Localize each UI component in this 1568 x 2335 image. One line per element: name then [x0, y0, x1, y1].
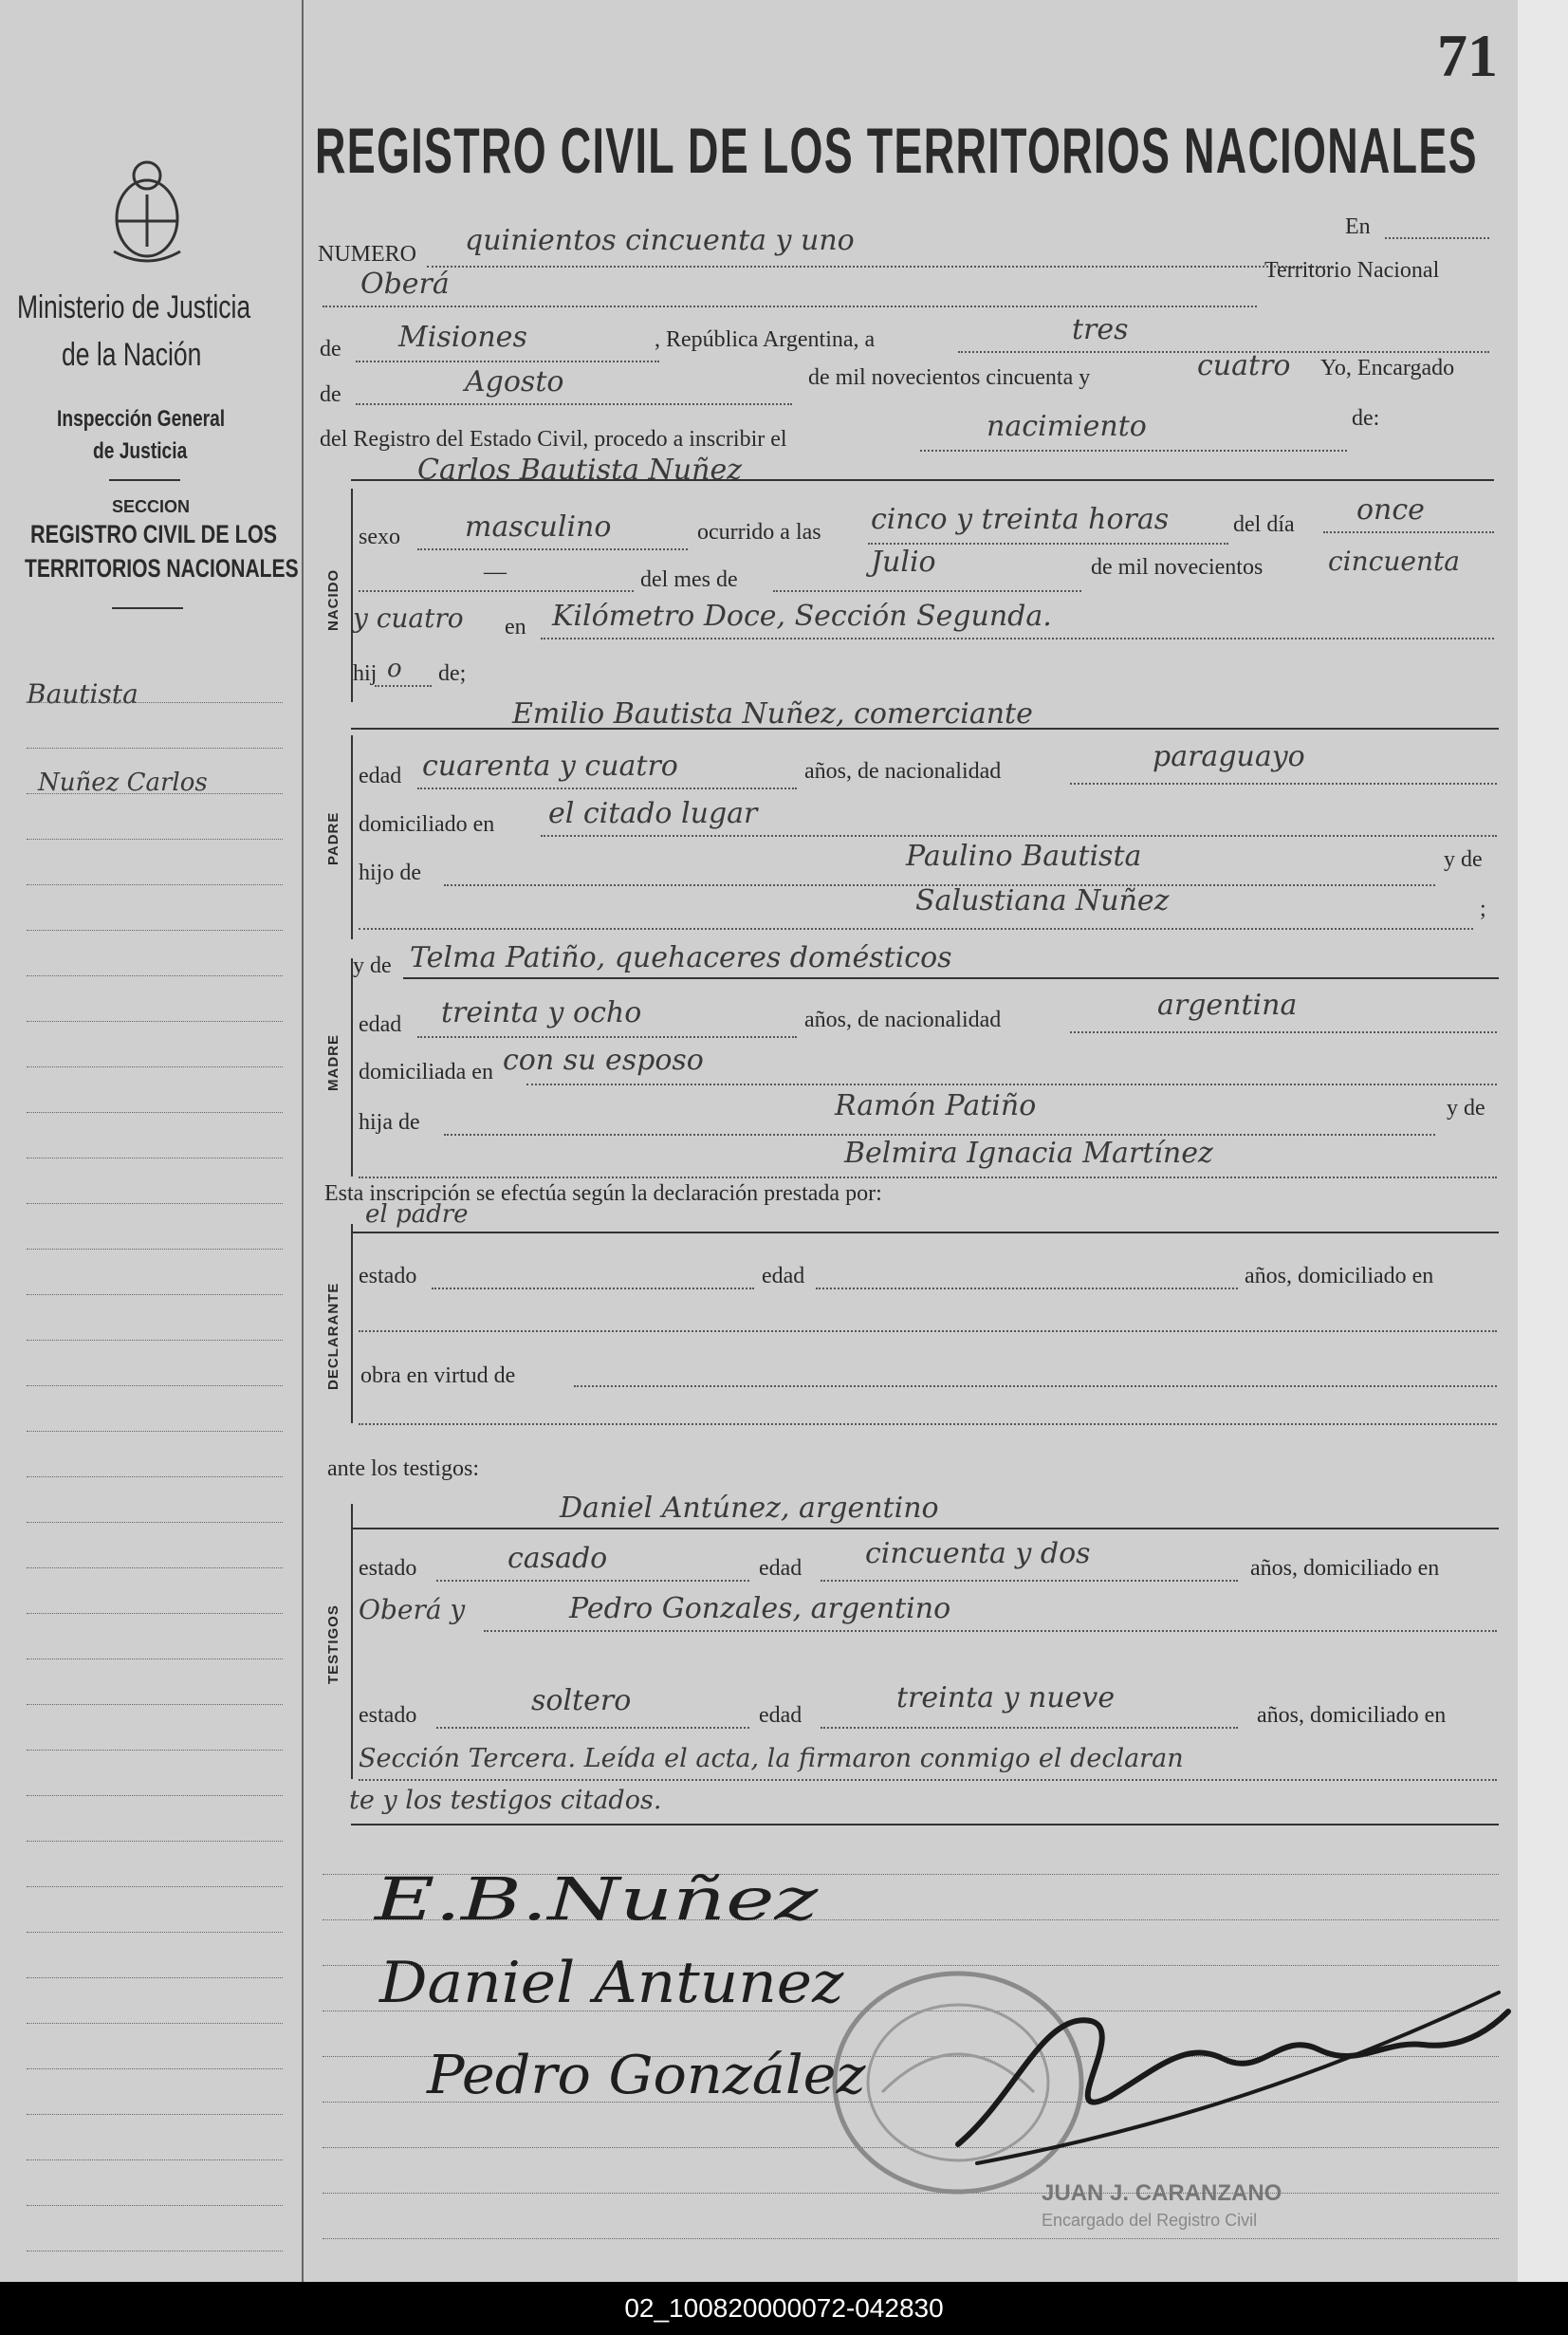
- margin-rule: [27, 839, 283, 840]
- testigos-side-label: TESTIGOS: [325, 1604, 341, 1684]
- madre-nacionalidad: argentina: [1157, 989, 1298, 1022]
- testigo2-estado: soltero: [531, 1684, 632, 1717]
- declarante-obra-dots-2: [359, 1423, 1497, 1425]
- madre-name: Telma Patiño, quehaceres domésticos: [410, 941, 952, 974]
- padre-bracket: [351, 735, 353, 939]
- margin-rule: [27, 1294, 283, 1295]
- testigo2-edad: treinta y nueve: [896, 1681, 1116, 1714]
- margin-rule: [27, 975, 283, 976]
- madre-edad-label: edad: [359, 1012, 402, 1037]
- mil-label: de mil novecientos cincuenta y: [808, 365, 1091, 390]
- page-number: 71: [1437, 22, 1498, 89]
- madre-side-label: MADRE: [325, 1034, 341, 1091]
- padre-hijo-label: hijo de: [359, 861, 421, 885]
- registrar-signature-icon: [939, 1955, 1518, 2173]
- padre-domicilio-dots: [541, 835, 1497, 837]
- dash-dots: [359, 590, 634, 592]
- padre-nacionalidad: paraguayo: [1153, 740, 1305, 773]
- testigo1-dom-dots: [484, 1630, 1497, 1632]
- territorio-dots: [356, 361, 659, 362]
- margin-rule: [27, 2159, 283, 2160]
- mil-nac-label: de mil novecientos: [1091, 555, 1264, 580]
- testigos-intro: ante los testigos:: [327, 1456, 479, 1481]
- acto-dots: [920, 450, 1347, 452]
- margin-rule: [27, 1704, 283, 1705]
- testigo2-estado-dots: [436, 1727, 749, 1729]
- madre-edad-dots: [417, 1036, 797, 1038]
- testigo2-dom-dots: [359, 1779, 1497, 1781]
- padre-name: Emilio Bautista Nuñez, comerciante: [512, 697, 1033, 731]
- testigo1-estado: casado: [507, 1542, 608, 1575]
- ocurrido-label: ocurrido a las: [697, 520, 821, 545]
- signature-rule: [323, 2238, 1499, 2239]
- declarante-dom-dots-1: [359, 1330, 1497, 1332]
- yo-label: Yo, Encargado: [1320, 356, 1455, 380]
- testigo2-estado-label: estado: [359, 1703, 417, 1728]
- lugar-value: Oberá: [360, 268, 450, 301]
- left-divider-2: [112, 607, 183, 609]
- registro-label: del Registro del Estado Civil, procedo a inscribir el: [320, 427, 787, 452]
- margin-rule: [27, 748, 283, 749]
- padre-edad-label: edad: [359, 764, 402, 788]
- padre-edad-dots: [417, 788, 797, 789]
- margin-rule: [27, 1249, 283, 1250]
- padre-domicilio-label: domiciliado en: [359, 812, 495, 837]
- declarante-bracket: [351, 1224, 353, 1423]
- hij-dots: [375, 685, 432, 687]
- inspection-line-2: de Justicia: [93, 438, 188, 464]
- stamp-name: JUAN J. CARANZANO: [1042, 2180, 1282, 2206]
- padre-y-de: y de: [1444, 847, 1483, 872]
- left-divider-1: [109, 479, 180, 481]
- testigo1-edad-label: edad: [759, 1556, 802, 1581]
- margin-rule: [27, 930, 283, 931]
- margin-rule: [27, 1203, 283, 1204]
- testigo1-domicilio: Oberá y: [359, 1594, 466, 1625]
- left-column-border: [302, 0, 304, 2282]
- document-title: REGISTRO CIVIL DE LOS TERRITORIOS NACIONALES: [315, 115, 1478, 187]
- acto-value: nacimiento: [987, 410, 1147, 443]
- left-column: [0, 0, 299, 2282]
- declarante-edad-dots: [816, 1288, 1238, 1289]
- nacido-side-label: NACIDO: [325, 568, 341, 631]
- margin-rule: [27, 2251, 283, 2252]
- madre-hija-label: hija de: [359, 1110, 420, 1135]
- margin-name: Nuñez Carlos: [38, 769, 208, 797]
- ministry-line-1: Ministerio de Justicia: [17, 289, 251, 325]
- lugar-nac-dots: [541, 638, 1494, 639]
- hij-label: hij: [353, 661, 378, 686]
- margin-rule: [27, 884, 283, 885]
- testigo1-anios-label: años, domiciliado en: [1250, 1556, 1440, 1581]
- margin-rule: [27, 2068, 283, 2069]
- testigo1-estado-dots: [436, 1580, 749, 1582]
- madre-bracket: [351, 958, 353, 1177]
- margin-rule: [27, 1476, 283, 1477]
- padre-semicolon: ;: [1480, 897, 1486, 921]
- ministry-line-2: de la Nación: [62, 337, 202, 373]
- hij-suffix: o: [387, 655, 402, 683]
- republica-label: , República Argentina, a: [655, 327, 876, 352]
- mes-value: Agosto: [465, 365, 564, 398]
- padre-domicilio-value: el citado lugar: [548, 797, 758, 830]
- dash-mark: —: [484, 560, 507, 584]
- madre-hija-dots: [444, 1134, 1435, 1136]
- declarante-name-line: [351, 1232, 1499, 1233]
- de-label-1: de: [320, 337, 341, 361]
- section-label: SECCION: [112, 497, 191, 516]
- nacido-name: Carlos Bautista Nuñez: [417, 454, 742, 487]
- margin-rule: [27, 1112, 283, 1113]
- margin-rule: [27, 2114, 283, 2115]
- en-nac-label: en: [505, 615, 526, 639]
- anio-value: cuatro: [1197, 349, 1291, 382]
- padre-madre-value: Salustiana Nuñez: [915, 884, 1170, 917]
- testigo1-name: Daniel Antúnez, argentino: [560, 1492, 939, 1525]
- margin-rule: [27, 1841, 283, 1842]
- dia-value: tres: [1072, 313, 1129, 346]
- testigo1-edad-dots: [821, 1580, 1238, 1582]
- madre-padre-value: Ramón Patiño: [835, 1089, 1037, 1122]
- padre-madre-dots: [359, 928, 1473, 930]
- testigo2-edad-dots: [821, 1727, 1238, 1729]
- padre-padre-value: Paulino Bautista: [906, 840, 1142, 873]
- stamp-role: Encargado del Registro Civil: [1042, 2211, 1258, 2230]
- margin-rule: [27, 1385, 283, 1386]
- testigo1-estado-label: estado: [359, 1556, 417, 1581]
- madre-domicilio-label: domiciliada en: [359, 1060, 493, 1084]
- margin-rule: [27, 1932, 283, 1933]
- signature-2: Daniel Antunez: [379, 1950, 844, 2016]
- declarante-side-label: DECLARANTE: [325, 1282, 341, 1390]
- madre-domicilio-value: con su esposo: [503, 1044, 704, 1077]
- en-dots: [1385, 237, 1489, 239]
- dia-nac-dots: [1323, 531, 1494, 533]
- margin-rule: [27, 1340, 283, 1341]
- declarante-intro: Esta inscripción se efectúa según la declaración prestada por:: [324, 1181, 882, 1206]
- margin-rule: [27, 2023, 283, 2024]
- margin-rule: [27, 1567, 283, 1568]
- declarante-name: el padre: [365, 1200, 469, 1229]
- testigo1-edad: cincuenta y dos: [865, 1537, 1091, 1570]
- testigo2-anios-label: años, domiciliado en: [1257, 1703, 1447, 1728]
- testigo1-name-line: [351, 1528, 1499, 1529]
- anio-nac-value-2: y cuatro: [353, 602, 464, 634]
- declarante-obra-label: obra en virtud de: [360, 1363, 516, 1388]
- declarante-estado-dots: [432, 1288, 754, 1289]
- del-mes-label: del mes de: [640, 567, 738, 592]
- madre-y-de: y de: [1447, 1096, 1485, 1121]
- margin-rule: [27, 1886, 283, 1887]
- lugar-dots: [323, 306, 1257, 307]
- margin-rule: [27, 702, 283, 703]
- testigos-cierre-line: [351, 1824, 1499, 1825]
- declarante-estado-label: estado: [359, 1264, 417, 1288]
- anio-nac-value-1: cincuenta: [1328, 546, 1460, 577]
- numero-value: quinientos cincuenta y uno: [465, 224, 855, 257]
- madre-domicilio-dots: [526, 1084, 1497, 1085]
- declarante-edad-label: edad: [762, 1264, 805, 1288]
- margin-rule: [27, 1066, 283, 1067]
- coat-of-arms-icon: [95, 147, 199, 270]
- padre-anios-label: años, de nacionalidad: [804, 759, 1002, 784]
- declarante-obra-dots: [574, 1385, 1497, 1387]
- madre-edad-value: treinta y ocho: [441, 996, 642, 1029]
- sexo-value: masculino: [465, 510, 612, 544]
- padre-side-label: PADRE: [325, 811, 341, 865]
- margin-surname: Bautista: [27, 678, 138, 710]
- territorio-label: Territorio Nacional: [1264, 258, 1440, 283]
- testigos-cierre: te y los testigos citados.: [349, 1786, 662, 1815]
- lugar-nac-value: Kilómetro Doce, Sección Segunda.: [552, 600, 1052, 633]
- padre-edad-value: cuarenta y cuatro: [422, 750, 678, 783]
- hij-de-label: de;: [438, 661, 467, 686]
- mes-dots: [356, 403, 792, 405]
- dia-nac-value: once: [1356, 493, 1425, 527]
- sexo-label: sexo: [359, 525, 400, 549]
- en-label: En: [1345, 214, 1371, 239]
- signature-3: Pedro González: [427, 2045, 866, 2106]
- numero-label: NUMERO: [318, 242, 417, 267]
- testigo2-name: Pedro Gonzales, argentino: [569, 1592, 951, 1625]
- sexo-dots: [417, 548, 688, 550]
- margin-rule: [27, 1613, 283, 1614]
- signature-1: E.B.Nuñez: [375, 1864, 819, 1934]
- testigos-bracket: [351, 1504, 353, 1779]
- image-id-footer: 02_100820000072-042830: [0, 2282, 1568, 2335]
- numero-dots: [427, 266, 1333, 268]
- madre-anios-label: años, de nacionalidad: [804, 1008, 1002, 1032]
- testigo2-edad-label: edad: [759, 1703, 802, 1728]
- mes-nac-value: Julio: [871, 546, 936, 579]
- margin-rule: [27, 1795, 283, 1796]
- hora-value: cinco y treinta horas: [871, 503, 1170, 536]
- declarante-anios-label: años, domiciliado en: [1245, 1264, 1434, 1288]
- madre-name-line: [403, 977, 1499, 979]
- territorio-value: Misiones: [398, 321, 527, 354]
- mes-nac-dots: [773, 590, 1081, 592]
- hora-dots: [868, 543, 1228, 545]
- de-colon: de:: [1352, 406, 1380, 431]
- padre-nac-dots: [1070, 783, 1497, 785]
- section-name-2: TERRITORIOS NACIONALES: [25, 554, 299, 583]
- margin-rule: [27, 1522, 283, 1523]
- madre-y-de-label: y de: [353, 954, 392, 978]
- inspection-line-1: Inspección General: [57, 406, 226, 432]
- madre-madre-value: Belmira Ignacia Martínez: [844, 1137, 1213, 1170]
- margin-rule: [27, 1977, 283, 1978]
- margin-rule: [27, 1431, 283, 1432]
- margin-rule: [27, 1750, 283, 1751]
- margin-rule: [27, 1021, 283, 1022]
- page-right-edge: [1518, 0, 1568, 2282]
- margin-rule: [27, 793, 283, 794]
- madre-madre-dots: [359, 1177, 1497, 1178]
- del-dia-label: del día: [1233, 512, 1295, 537]
- testigo2-domicilio: Sección Tercera. Leída el acta, la firmaron conmigo el declaran: [359, 1744, 1184, 1773]
- section-name-1: REGISTRO CIVIL DE LOS: [30, 520, 278, 548]
- de-label-2: de: [320, 382, 341, 407]
- margin-rule: [27, 2205, 283, 2206]
- madre-nac-dots: [1070, 1031, 1497, 1033]
